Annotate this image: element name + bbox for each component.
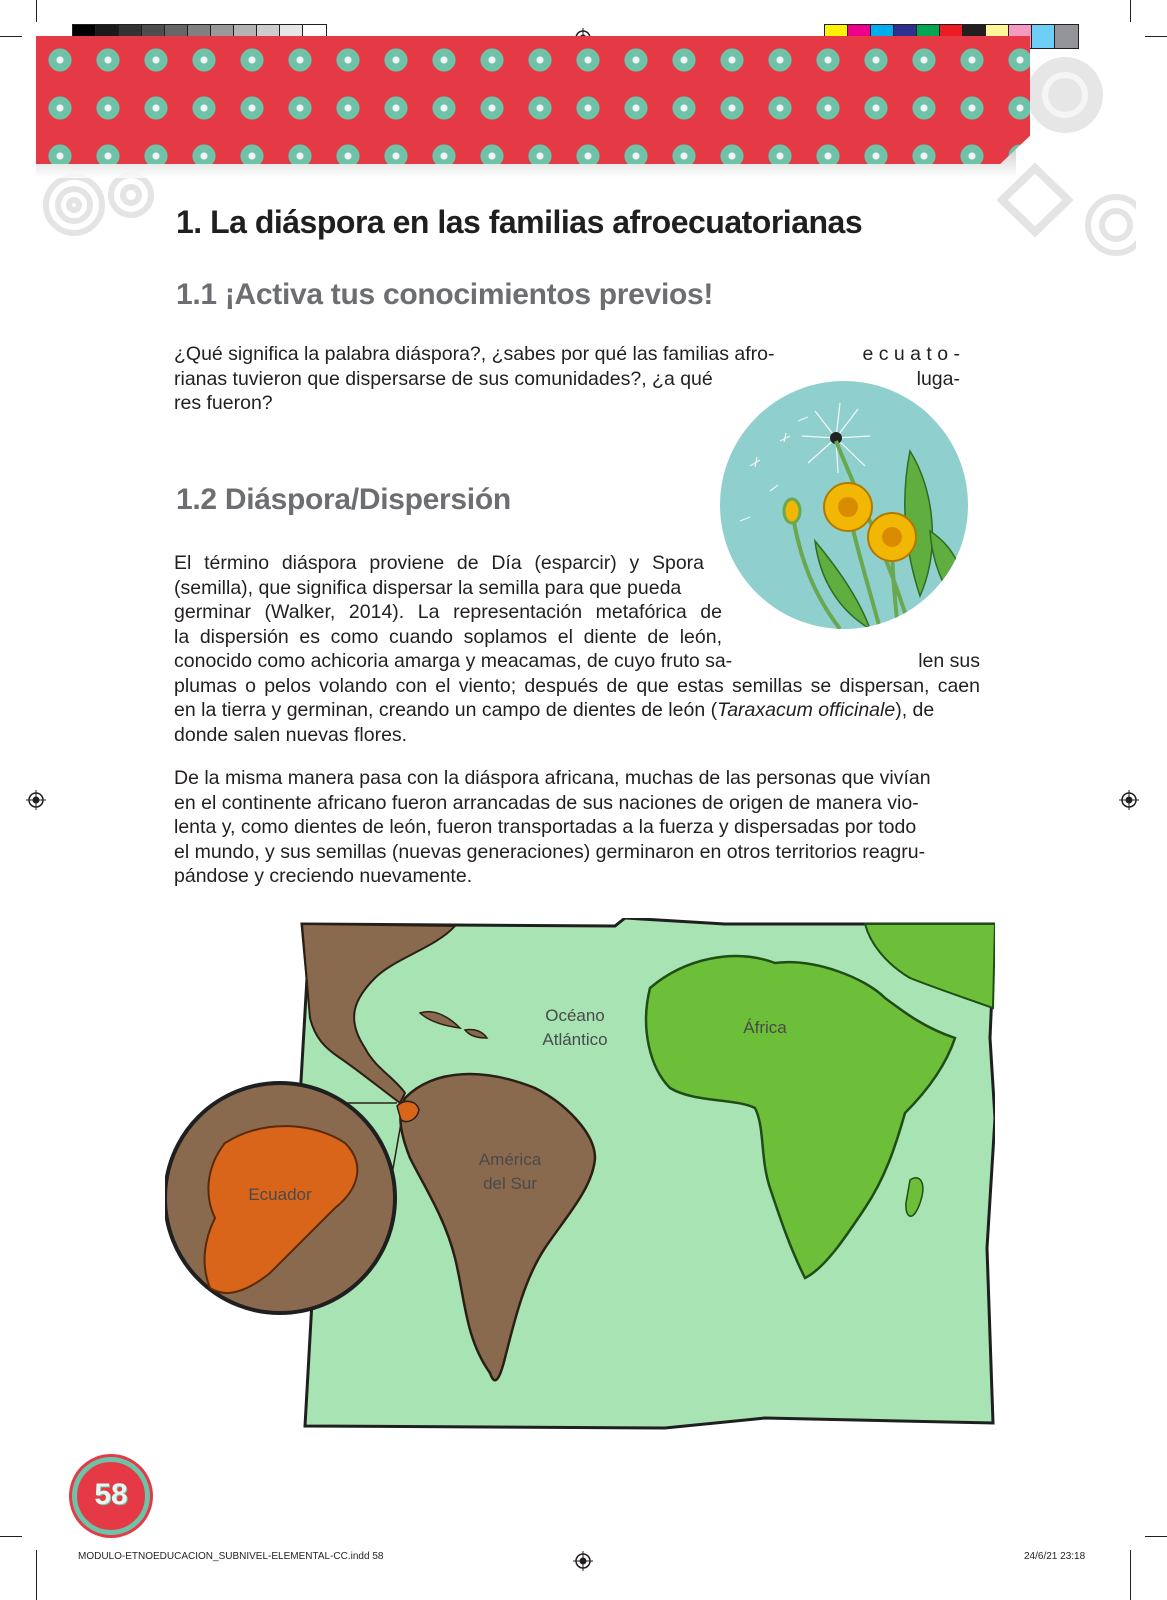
south-america-label [465, 1148, 555, 1196]
text-line: El término diáspora proviene de Día (esparcir) y Spora [174, 552, 704, 574]
text-line: donde salen nuevas flores. [174, 723, 408, 746]
text-line: De la misma manera pasa con la diáspora africana, muchas de las personas que vivían [174, 767, 931, 789]
ocean-label-line2: Atlántico [542, 1030, 608, 1049]
text-line: la dispersión es como cuando soplamos el diente de león, [174, 625, 722, 648]
footer-date-slug: 24/6/21 23:18 [1024, 1551, 1086, 1562]
text-line: pándose y creciendo nuevamente. [174, 865, 473, 887]
text-line: en el continente africano fueron arrancadas de sus naciones de origen de manera vio- [174, 791, 919, 814]
page-number: 58 [94, 1478, 128, 1511]
text-line: en la tierra y germinan, creando un campo de dientes de león (Taraxacum officinale), de [174, 699, 935, 721]
scientific-name: Taraxacum officinale [717, 699, 896, 721]
text-line: conocido como achicoria amarga y meacamas, de cuyo fruto sa- len sus [174, 650, 980, 672]
header-pattern-band [36, 36, 1030, 164]
chapter-title: 1. La diáspora en las familias afroecuatorianas [176, 204, 863, 240]
text-line: plumas o pelos volando con el viento; después de que estas semillas se dispersan, caen [174, 674, 980, 697]
spiral-ornament-icon [1076, 180, 1136, 280]
crop-mark [0, 36, 22, 37]
crop-mark [36, 1550, 37, 1600]
ecuador-label: Ecuador [248, 1185, 312, 1204]
text-line: lenta y, como dientes de león, fueron transportadas a la fuerza y dispersadas por todo [174, 816, 917, 838]
atlantic-map-illustration [165, 918, 995, 1430]
text-line: res fueron? [174, 392, 273, 414]
page-number-badge [72, 1457, 150, 1535]
text-line: (semilla), que significa dispersar la semilla para que pueda [174, 576, 682, 599]
ocean-label-line1: Océano [545, 1006, 605, 1025]
crop-mark [1130, 1550, 1131, 1600]
ocean-label [525, 1004, 625, 1052]
crop-mark [0, 1536, 22, 1537]
section-heading-1-1: 1.1 ¡Activa tus conocimientos previos! [176, 278, 714, 311]
registration-mark [1119, 790, 1139, 810]
footer-file-slug: MODULO-ETNOEDUCACION_SUBNIVEL-ELEMENTAL-CC.indd 58 [78, 1551, 384, 1562]
text-line: ¿Qué significa la palabra diáspora?, ¿sabes por qué las familias afro- e c u a t o - [174, 343, 960, 365]
crop-mark [1145, 36, 1167, 37]
south-america-label-line2: del Sur [483, 1174, 537, 1193]
world-map-icon [165, 918, 995, 1430]
registration-mark [573, 1551, 593, 1571]
section-1-2-paragraph-1 [174, 551, 980, 747]
crop-mark [36, 0, 37, 22]
text-line: el mundo, y sus semillas (nuevas generaciones) germinaron en otros territorios reagru- [174, 840, 926, 863]
text-line: germinar (Walker, 2014). La representación metafórica de [174, 601, 722, 623]
section-heading-1-2: 1.2 Diáspora/Dispersión [176, 483, 511, 516]
section-1-2-paragraph-2 [174, 766, 980, 889]
text-line: rianas tuvieron que dispersarse de sus comunidades?, ¿a qué luga- [174, 367, 960, 390]
registration-mark [26, 790, 46, 810]
crop-mark [1145, 1536, 1167, 1537]
africa-label: África [743, 1018, 787, 1037]
crop-mark [1130, 0, 1131, 22]
south-america-label-line1: América [478, 1150, 542, 1169]
